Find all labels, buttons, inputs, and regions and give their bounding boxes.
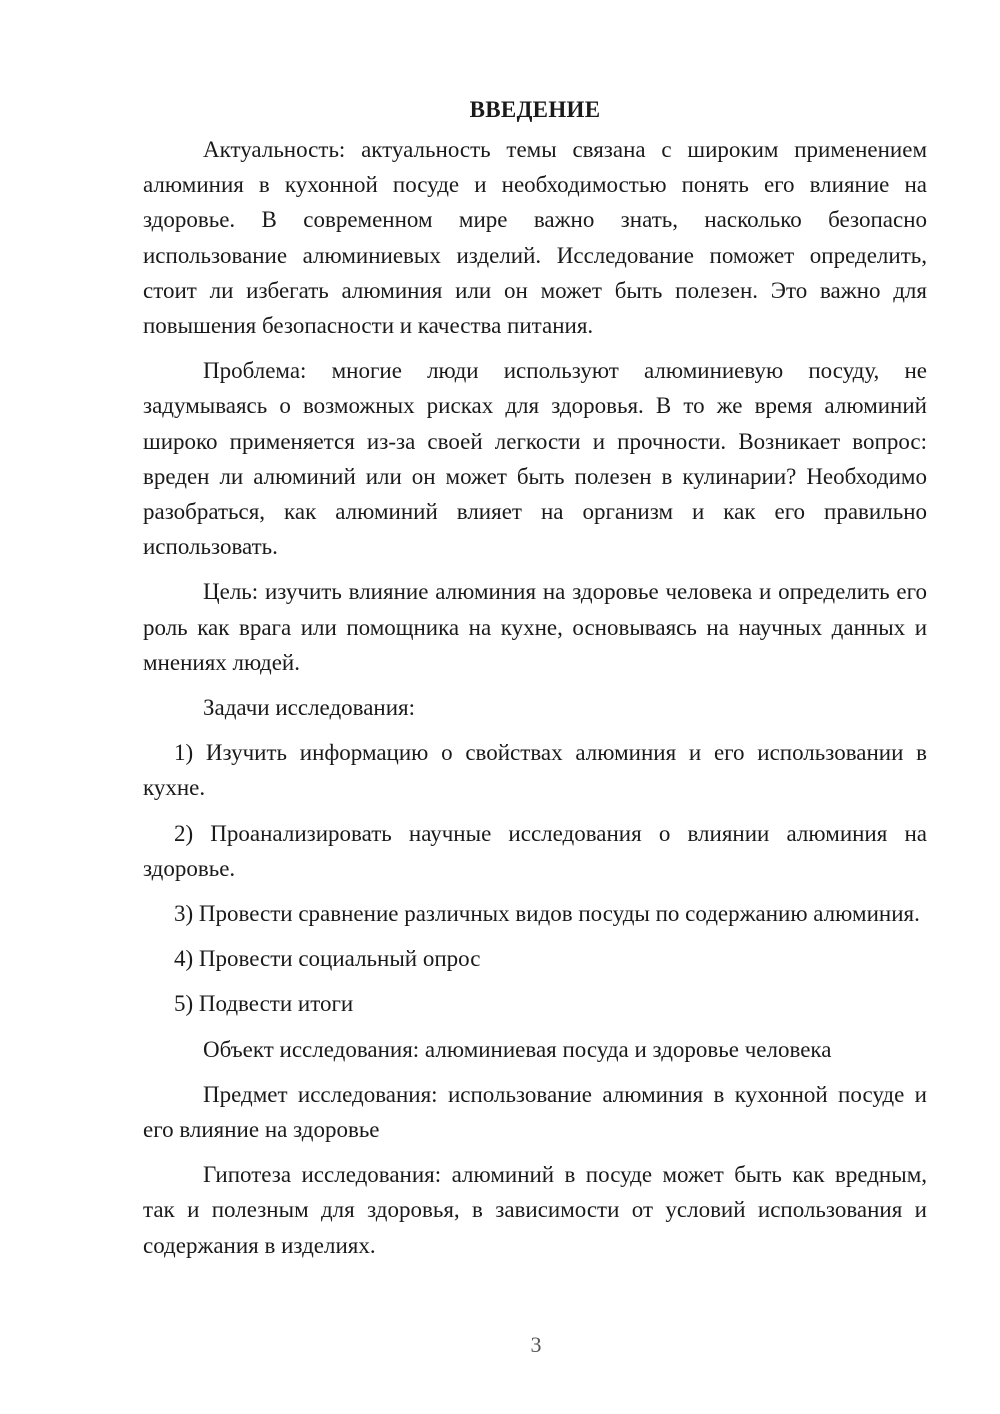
paragraph-relevance: Актуальность: актуальность темы связана с широким применением алюминия в кухонной посуде и необходимостью понять его влияние на здоровье. В современном мире важно знать, насколько безопасно использование алюминиевых изделий. Исследование поможет определить, стоит ли избегать алюминия или он может быть полезен. Это важно для повышения безопасности и качества питания.: [143, 137, 927, 339]
paragraph-problem: Проблема: многие люди используют алюминиевую посуду, не задумываясь о возможных рисках для здоровья. В то же время алюминий широко применяется из-за своей легкости и прочности. Возникает вопрос: вреден ли алюминий или он может быть полезен в кулинарии? Необходимо разобраться, как алюминий влияет на организм и как его правильно использовать.: [143, 358, 927, 560]
paragraph-goal: Цель: изучить влияние алюминия на здоровье человека и определить его роль как врага или помощника на кухне, основываясь на научных данных и мнениях людей.: [143, 579, 927, 675]
task-item-2: 2) Проанализировать научные исследования о влиянии алюминия на здоровье.: [143, 820, 927, 881]
task-item-3: 3) Провести сравнение различных видов посуды по содержанию алюминия.: [174, 901, 920, 927]
task-item-5: 5) Подвести итоги: [174, 991, 354, 1017]
tasks-title: Задачи исследования:: [203, 695, 416, 721]
paragraph-object: Объект исследования: алюминиевая посуда и здоровье человека: [203, 1036, 832, 1062]
page-number: 3: [530, 1332, 542, 1357]
task-item-1: 1) Изучить информацию о свойствах алюминия и его использовании в кухне.: [143, 740, 927, 801]
document-page: [143, 92, 927, 1273]
section-heading: ВВЕДЕНИЕ: [469, 97, 601, 122]
paragraph-hypothesis: Гипотеза исследования: алюминий в посуде может быть как вредным, так и полезным для здоровья, в зависимости от условий использования и содержания в изделиях.: [143, 1162, 927, 1258]
paragraph-subject: Предмет исследования: использование алюминия в кухонной посуде и его влияние на здоровье: [143, 1081, 927, 1143]
task-item-4: 4) Провести социальный опрос: [174, 946, 481, 972]
